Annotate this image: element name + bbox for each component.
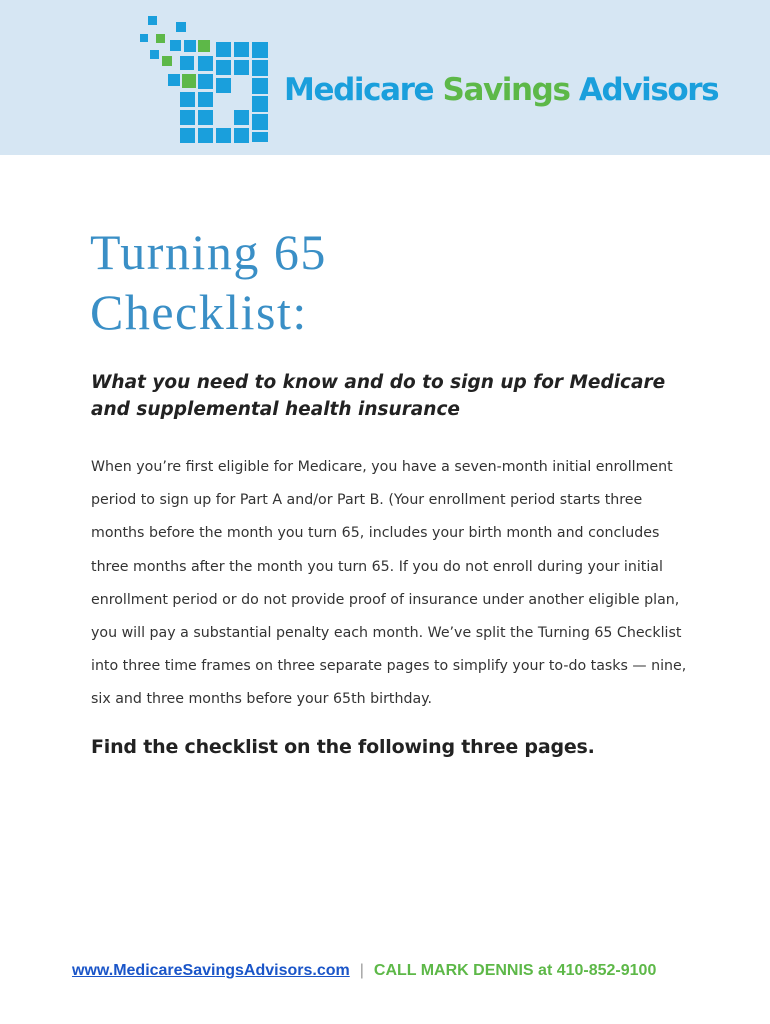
title-line-2: Checklist: — [90, 284, 308, 340]
intro-paragraph: When you’re first eligible for Medicare, you have a seven-month initial enrollment period to sign up for Part A and/or Part B. (Your enrollment period starts three months before the month you turn 65, includes your birth month and concludes three months after the month you turn 65. If you do not enroll during your initial enrollment period or do not provide proof of insurance under another eligible plan, you will pay a substantial penalty each month. We’ve split the Turning 65 Checklist into three time frames on three separate pages to simplify your to-do tasks — nine, six and three months before your 65th birthday. — [91, 459, 687, 708]
page-title — [90, 222, 690, 342]
footer — [72, 962, 656, 980]
footer-separator: | — [359, 962, 364, 979]
call-to-action: CALL MARK DENNIS at 410-852-9100 — [373, 962, 657, 979]
title-line-1: Turning 65 — [90, 224, 327, 280]
header-band — [0, 0, 770, 155]
find-checklist-callout: Find the checklist on the following three pages. — [91, 736, 595, 758]
website-link[interactable]: www.MedicareSavingsAdvisors.com — [72, 962, 350, 979]
brand-word-medicare: Medicare — [284, 72, 434, 108]
brand-name — [284, 72, 718, 108]
logo-mark-icon — [140, 16, 280, 142]
brand-word-advisors: Advisors — [578, 72, 719, 108]
page-subtitle: What you need to know and do to sign up for Medicare and supplemental health insurance — [91, 372, 666, 420]
brand-word-savings: Savings — [442, 72, 570, 108]
